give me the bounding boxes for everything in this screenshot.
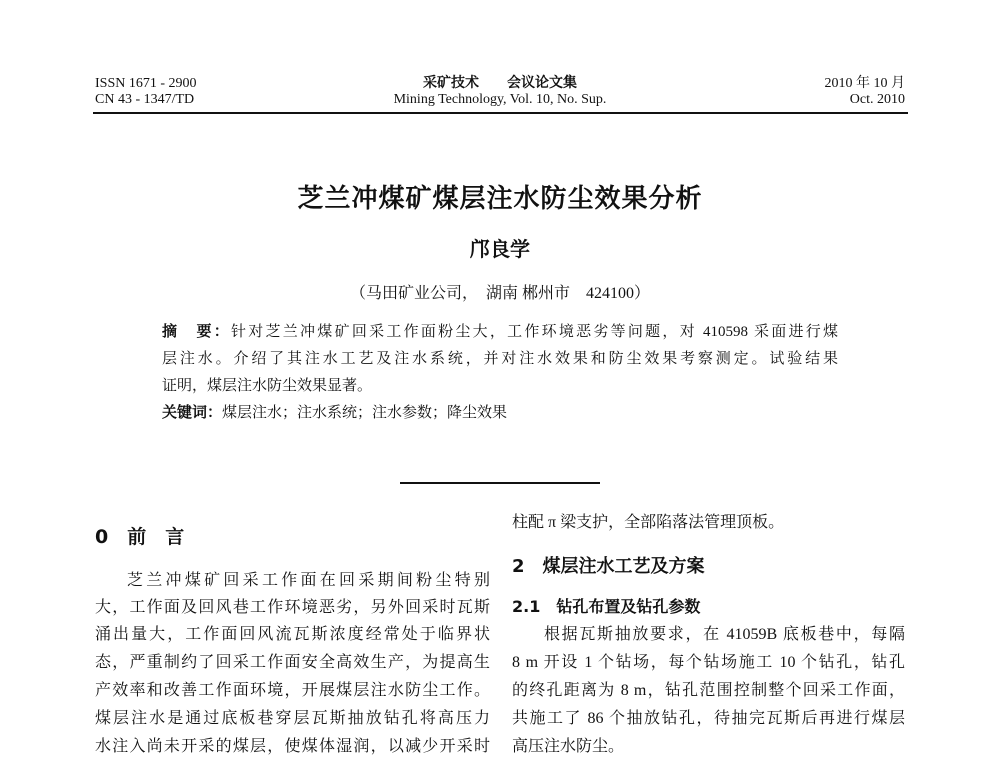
abstract-text: 针对芝兰冲煤矿回采工作面粉尘大，工作环境恶劣等问题，对 410598 采面进行煤	[231, 324, 838, 340]
paper-title: 芝兰冲煤矿煤层注水防尘效果分析	[297, 184, 703, 214]
body-line: 涌出量大，工作面回风流瓦斯浓度经常处于临界状	[95, 626, 490, 643]
body-line: 水注入尚未开采的煤层，使煤体湿润，以减少开采时	[95, 738, 490, 755]
body-line: 8 m 开设 1 个钻场，每个钻场施工 10 个钻孔，钻孔	[512, 654, 905, 671]
body-line: 煤层注水是通过底板巷穿层瓦斯抽放钻孔将高压力	[95, 710, 490, 727]
body-line: 态，严重制约了回采工作面安全高效生产，为提高生	[95, 654, 490, 671]
keywords	[162, 401, 838, 422]
body-line: 的终孔距离为 8 m，钻孔范围控制整个回采工作面，	[512, 682, 905, 699]
body-line: 根据瓦斯抽放要求，在 41059B 底板巷中，每隔	[544, 626, 905, 643]
affiliation: （马田矿业公司， 湖南 郴州市 424100）	[349, 285, 650, 302]
cn-number: CN 43 - 1347/TD	[95, 92, 195, 107]
subsection-heading-2-1: 2.1 钻孔布置及钻孔参数	[512, 597, 701, 616]
abstract-label: 摘 要：	[162, 322, 232, 340]
abstract-line: 证明，煤层注水防尘效果显著。	[162, 378, 373, 394]
author: 邝良学	[470, 239, 530, 261]
body-line: 大，工作面及回风巷工作环境恶劣，另外回采时瓦斯	[95, 599, 490, 616]
body-line: 柱配 π 梁支护，全部陷落法管理顶板。	[512, 514, 785, 531]
keywords-label: 关键词：	[162, 403, 223, 421]
body-line: 芝兰冲煤矿回采工作面在回采期间粉尘特别	[127, 572, 490, 589]
date-en: Oct. 2010	[849, 92, 905, 107]
abstract-line	[162, 320, 838, 341]
keywords-text: 煤层注水；注水系统；注水参数；降尘效果	[222, 405, 508, 421]
date-cn: 2010 年 10 月	[824, 76, 905, 91]
section-heading-intro: 0 前 言	[95, 526, 185, 548]
journal-name-cn: 采矿技术 会议论文集	[423, 76, 577, 91]
body-line: 高压注水防尘。	[512, 738, 625, 755]
header-rule	[93, 112, 908, 114]
section-divider	[400, 482, 600, 484]
abstract-line: 层注水。介绍了其注水工艺及注水系统，并对注水效果和防尘效果考察测定。试验结果	[162, 351, 838, 367]
body-line: 产效率和改善工作面环境，开展煤层注水防尘工作。	[95, 682, 490, 699]
issn: ISSN 1671 - 2900	[95, 76, 197, 91]
journal-name-en: Mining Technology, Vol. 10, No. Sup.	[393, 92, 607, 107]
section-heading-2: 2 煤层注水工艺及方案	[512, 556, 705, 577]
body-line: 共施工了 86 个抽放钻孔，待抽完瓦斯后再进行煤层	[512, 710, 905, 727]
